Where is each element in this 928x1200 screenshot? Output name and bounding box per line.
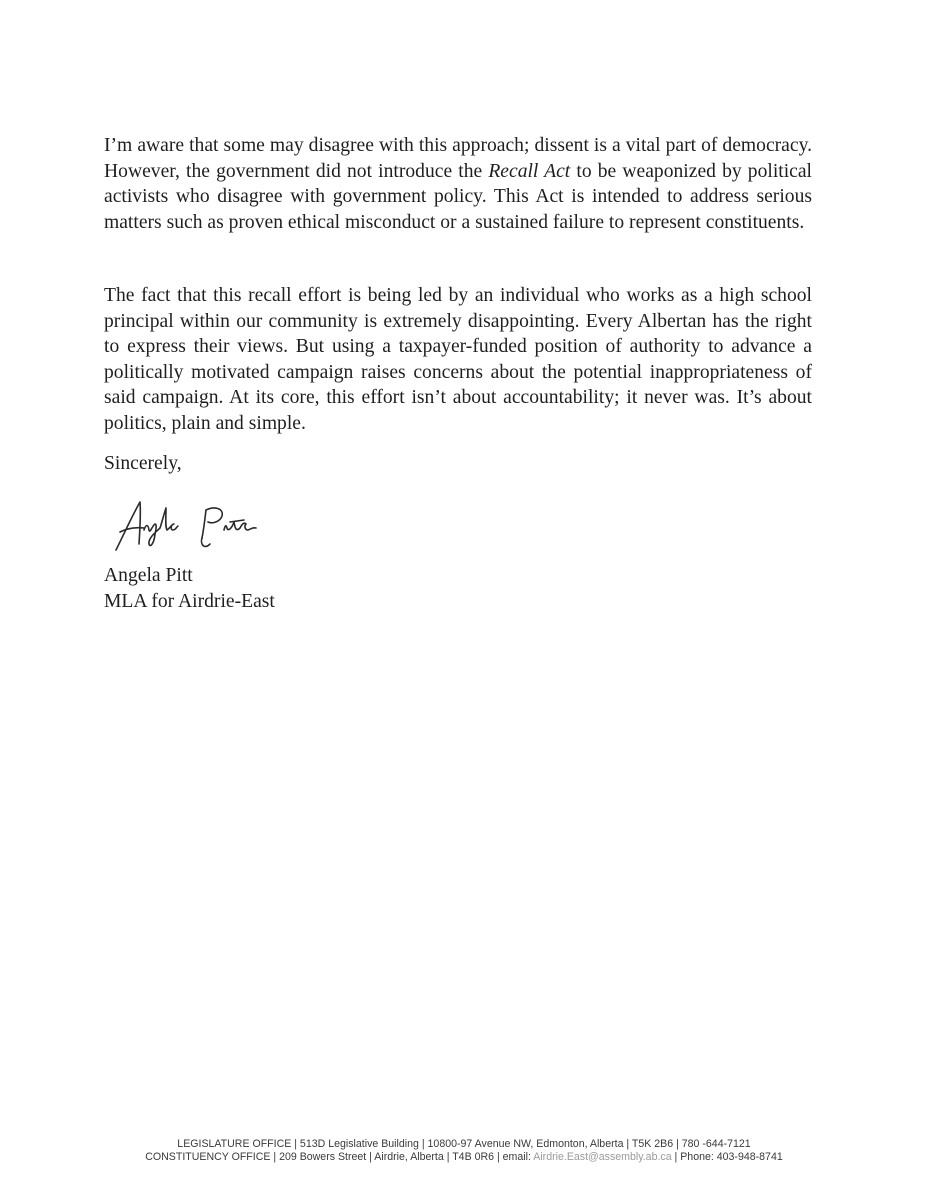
constituency-office-line [0,1151,928,1164]
constituency-office-address: CONSTITUENCY OFFICE | 209 Bowers Street | Airdrie, Alberta | T4B 0R6 | email: [145,1151,534,1163]
recall-act-title: Recall Act [488,160,571,182]
signer-title: MLA for Airdrie-East [104,590,275,612]
letterhead-footer [0,1138,928,1164]
signature-block [104,563,275,614]
paragraph-recall-effort: The fact that this recall effort is being led by an individual who works as a high school principal within our community is extremely disappointing. Every Albertan has the right to express their views. But using a taxpayer-funded position of authority to advance a politically motivated campaign raises concerns about the potential inappropriateness of said campaign. At its core, this effort isn’t about accountability; it never was. It’s about politics, plain and simple. [104,285,812,434]
paragraph-1-text-end: to be weaponized by political activists who disagree with government policy. This Act is intended to address serious matters such as proven ethical misconduct or a sustained failure to represent constituents. [104,160,812,233]
paragraph-recall-act [104,133,812,235]
legislature-office-line: LEGISLATURE OFFICE | 513D Legislative Building | 10800-97 Avenue NW, Edmonton, Alberta | T5K 2B6 | 780 -644-7121 [177,1138,751,1150]
closing-salutation: Sincerely, [104,453,182,474]
email-address: Airdrie.East@assembly.ab.ca [533,1151,672,1163]
handwritten-signature [110,494,280,554]
constituency-phone: | Phone: 403-948-8741 [671,1151,783,1163]
signer-name: Angela Pitt [104,565,193,586]
paragraph-1-text-start: I’m aware that some may disagree with this approach; dissent is a vital part of democracy. However, the government did not introduce the [104,135,812,182]
